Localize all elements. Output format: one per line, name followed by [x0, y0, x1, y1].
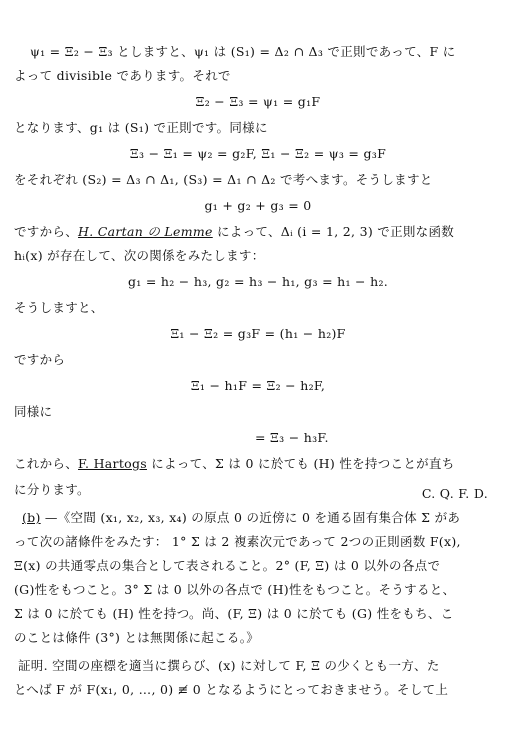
equation-4: g₁ = h₂ − h₃, g₂ = h₃ − h₁, g₃ = h₁ − h₂.	[127, 274, 389, 289]
equation-3: g₁ + g₂ + g₃ = 0	[204, 198, 312, 213]
text-span: によって、Σ は 0 に於ても (H) 性を持つことが直ち	[146, 456, 455, 471]
text-line-4: をそれぞれ (S₂) = Δ₃ ∩ Δ₁, (S₃) = Δ₁ ∩ Δ₂ で考へます。そうしますと	[14, 172, 433, 187]
text-line-18: 証明. 空間の座標を適当に撰らび、(x) に対して F, Ξ の少くとも一方、た	[18, 658, 440, 673]
section-label-b: (b)	[22, 510, 41, 525]
text-line-3: となります、g₁ は (S₁) で正則です。同様に	[14, 120, 268, 135]
equation-2: Ξ₃ − Ξ₁ = ψ₂ = g₂F, Ξ₁ − Ξ₂ = ψ₃ = g₃F	[129, 146, 387, 161]
qed-mark: C. Q. F. D.	[421, 486, 488, 501]
text-line-19: とへば F が F(x₁, 0, …, 0) ≢ 0 となるようにとっておきませう。そして上	[14, 682, 449, 697]
text-line-5	[14, 224, 454, 240]
equation-5: Ξ₁ − Ξ₂ = g₃F = (h₁ − h₂)F	[170, 326, 346, 341]
equation-7: = Ξ₃ − h₃F.	[255, 430, 329, 445]
cartan-lemme-ref: H. Cartan の Lemme	[78, 224, 213, 239]
text-span: によって、Δᵢ (i = 1, 2, 3) で正則な函数	[212, 224, 455, 239]
equation-6: Ξ₁ − h₁F = Ξ₂ − h₂F,	[190, 378, 326, 393]
text-span: これから、	[14, 456, 79, 471]
text-line-15: (G)性をもつこと。3° Σ は 0 以外の各点で (H)性をもつこと。そうすると、	[14, 582, 456, 597]
text-line-13: って次の諸條件をみたす： 1° Σ は 2 複素次元であって 2つの正則函数 F(x),	[14, 534, 461, 549]
text-line-9: 同様に	[14, 404, 53, 419]
text-line-14: Ξ(x) の共通零点の集合として表されること。2° (F, Ξ) は 0 以外の各点で	[14, 558, 441, 573]
hartogs-ref: F. Hartogs	[78, 456, 147, 471]
text-line-8: ですから	[14, 352, 66, 367]
text-line-17: のことは條件 (3°) とは無関係に起こる。》	[14, 630, 260, 645]
text-line-7: そうしますと、	[14, 300, 104, 315]
equation-1: Ξ₂ − Ξ₃ = ψ₁ = g₁F	[195, 94, 321, 109]
text-line-2: よって divisible であります。それで	[14, 68, 231, 83]
text-line-6: hᵢ(x) が存在して、次の関係をみたします：	[14, 248, 265, 263]
text-span: ですから、	[14, 224, 79, 239]
text-line-11: に分ります。	[14, 482, 90, 497]
text-line-10	[14, 456, 455, 472]
text-line-12	[22, 510, 460, 526]
text-line-16: Σ は 0 に於ても (H) 性を持つ。尚、(F, Ξ) は 0 に於ても (G) 性をもち、こ	[14, 606, 454, 621]
text-line-1: ψ₁ = Ξ₂ − Ξ₃ としますと、ψ₁ は (S₁) = Δ₂ ∩ Δ₃ で正則であって、F に	[30, 44, 456, 59]
text-span: —《空間 (x₁, x₂, x₃, x₄) の原点 0 の近傍に 0 を通る固有集合体 Σ があ	[40, 510, 461, 525]
